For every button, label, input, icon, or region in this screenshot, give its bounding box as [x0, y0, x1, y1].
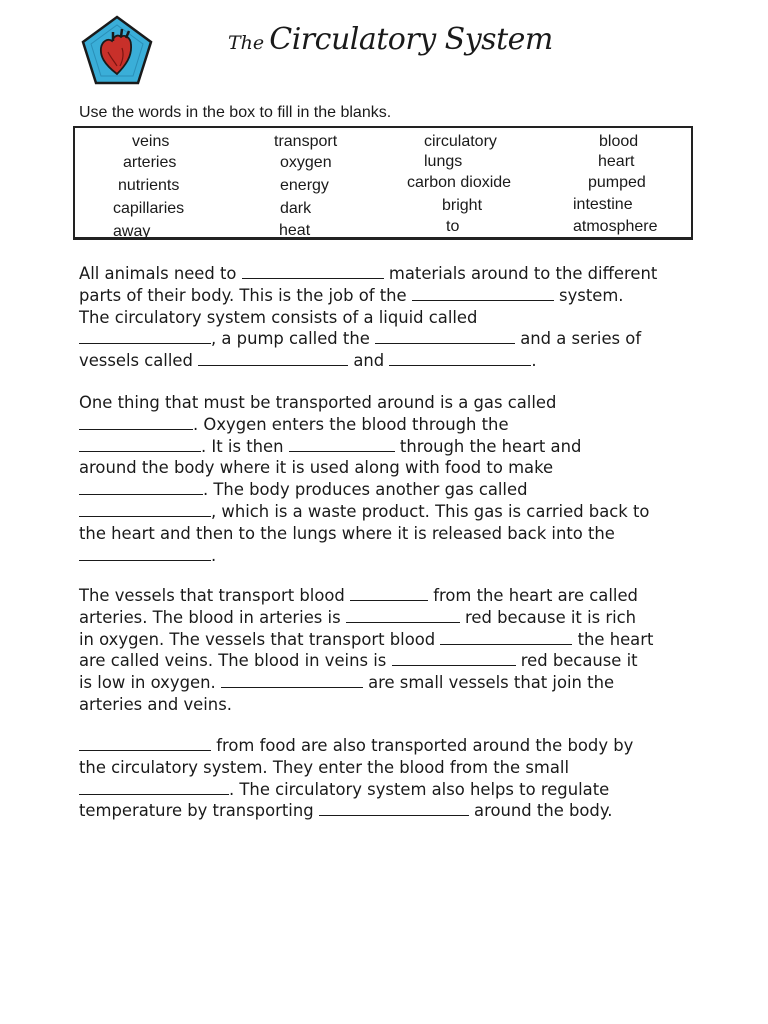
- word-bank: [73, 126, 693, 240]
- paragraph-3: [79, 585, 699, 716]
- text-line: [79, 479, 699, 501]
- word-bank-item: dark: [280, 200, 312, 217]
- text-line: [79, 285, 699, 307]
- text-segment: red because it is rich: [459, 607, 637, 627]
- heart-pentagon-icon: [80, 14, 154, 86]
- text-line: [79, 629, 699, 651]
- word-bank-item: carbon dioxide: [407, 174, 512, 191]
- word-bank-item: veins: [132, 133, 170, 150]
- text-line: [79, 735, 699, 757]
- text-line: [79, 779, 699, 801]
- text-line: [79, 392, 699, 414]
- text-segment: through the heart and: [394, 436, 582, 456]
- text-segment: , which is a waste product. This gas is carried back to: [211, 501, 650, 521]
- text-segment: from food are also transported around the body by: [211, 736, 634, 755]
- paragraph-1: [79, 263, 699, 372]
- text-segment: temperature by transporting: [79, 801, 319, 821]
- answer-blank[interactable]: [412, 285, 554, 301]
- text-line: [79, 414, 699, 436]
- text-segment: and a series of: [515, 329, 642, 349]
- text-segment: . Oxygen enters the blood through the: [193, 414, 509, 434]
- text-segment: the heart and then to the lungs where it is released back into the: [79, 523, 615, 543]
- answer-blank[interactable]: [440, 629, 572, 645]
- text-line: [79, 328, 699, 350]
- text-segment: parts of their body. This is the job of the: [79, 285, 412, 305]
- word-bank-item: nutrients: [118, 177, 180, 194]
- text-segment: The circulatory system consists of a liquid called: [79, 307, 478, 327]
- text-line: [79, 436, 699, 458]
- text-segment: One thing that must be transported around is a gas called: [79, 393, 557, 412]
- answer-blank[interactable]: [289, 436, 395, 452]
- text-segment: .: [531, 351, 537, 371]
- text-line: [79, 650, 699, 672]
- text-segment: . The body produces another gas called: [203, 480, 528, 500]
- text-segment: system.: [553, 285, 624, 305]
- word-bank-item: heart: [598, 153, 635, 170]
- text-line: [79, 350, 699, 372]
- answer-blank[interactable]: [79, 479, 203, 495]
- word-bank-item: circulatory: [424, 133, 497, 150]
- page-title: [228, 22, 553, 82]
- word-bank-item: transport: [274, 133, 338, 150]
- text-segment: are small vessels that join the: [362, 673, 615, 693]
- text-segment: . It is then: [201, 436, 289, 456]
- word-bank-item: to: [446, 218, 460, 235]
- text-segment: materials around to the different: [383, 264, 658, 283]
- text-segment: the heart: [572, 629, 654, 649]
- word-bank-item: energy: [280, 177, 329, 194]
- answer-blank[interactable]: [242, 263, 384, 279]
- title-main: Circulatory System: [269, 22, 553, 57]
- text-line: [79, 800, 699, 822]
- answer-blank[interactable]: [198, 350, 348, 366]
- text-line: [79, 457, 699, 479]
- text-segment: are called veins. The blood in veins is: [79, 651, 392, 671]
- answer-blank[interactable]: [79, 328, 211, 344]
- word-bank-item: heat: [279, 222, 311, 239]
- word-bank-item: arteries: [123, 154, 177, 171]
- text-segment: red because it: [515, 651, 638, 671]
- text-line: [79, 263, 699, 285]
- word-bank-item: blood: [599, 133, 639, 150]
- text-segment: from the heart are called: [428, 586, 638, 605]
- text-line: [79, 757, 699, 779]
- answer-blank[interactable]: [79, 414, 193, 430]
- word-bank-item: pumped: [588, 174, 646, 191]
- word-bank-item: capillaries: [113, 200, 185, 217]
- answer-blank[interactable]: [350, 585, 428, 601]
- answer-blank[interactable]: [389, 350, 531, 366]
- word-bank-item: intestine: [573, 196, 633, 213]
- word-bank-item: away: [113, 223, 151, 240]
- text-line: [79, 523, 699, 545]
- text-segment: in oxygen. The vessels that transport blood: [79, 629, 441, 649]
- text-segment: . The circulatory system also helps to regulate: [229, 779, 610, 799]
- paragraph-4: [79, 735, 699, 822]
- word-bank-item: lungs: [424, 153, 463, 170]
- instructions: Use the words in the box to fill in the blanks.: [79, 104, 392, 121]
- text-segment: , a pump called the: [211, 329, 376, 349]
- text-segment: The vessels that transport blood: [79, 586, 351, 605]
- text-segment: arteries. The blood in arteries is: [79, 607, 346, 627]
- answer-blank[interactable]: [79, 545, 211, 561]
- text-segment: around the body where it is used along with food to make: [79, 458, 554, 478]
- text-line: [79, 307, 699, 329]
- paragraph-2: [79, 392, 699, 566]
- text-line: [79, 694, 699, 716]
- text-line: [79, 545, 699, 567]
- answer-blank[interactable]: [79, 779, 229, 795]
- text-segment: and: [348, 351, 390, 371]
- answer-blank[interactable]: [79, 735, 211, 751]
- answer-blank[interactable]: [346, 607, 460, 623]
- answer-blank[interactable]: [392, 650, 516, 666]
- text-segment: .: [211, 545, 217, 565]
- word-bank-item: oxygen: [280, 154, 332, 171]
- text-segment: All animals need to: [79, 264, 242, 283]
- answer-blank[interactable]: [79, 436, 201, 452]
- answer-blank[interactable]: [221, 672, 363, 688]
- text-line: [79, 585, 699, 607]
- text-segment: is low in oxygen.: [79, 673, 221, 693]
- title-prefix: The: [228, 32, 265, 54]
- text-segment: the circulatory system. They enter the blood from the small: [79, 757, 570, 777]
- text-line: [79, 672, 699, 694]
- text-line: [79, 607, 699, 629]
- answer-blank[interactable]: [319, 800, 469, 816]
- answer-blank[interactable]: [375, 328, 515, 344]
- text-segment: arteries and veins.: [79, 694, 232, 714]
- word-bank-item: bright: [442, 197, 483, 214]
- word-bank-item: atmosphere: [573, 218, 658, 235]
- answer-blank[interactable]: [79, 501, 211, 517]
- text-segment: vessels called: [79, 351, 199, 371]
- text-line: [79, 501, 699, 523]
- text-segment: around the body.: [468, 801, 613, 821]
